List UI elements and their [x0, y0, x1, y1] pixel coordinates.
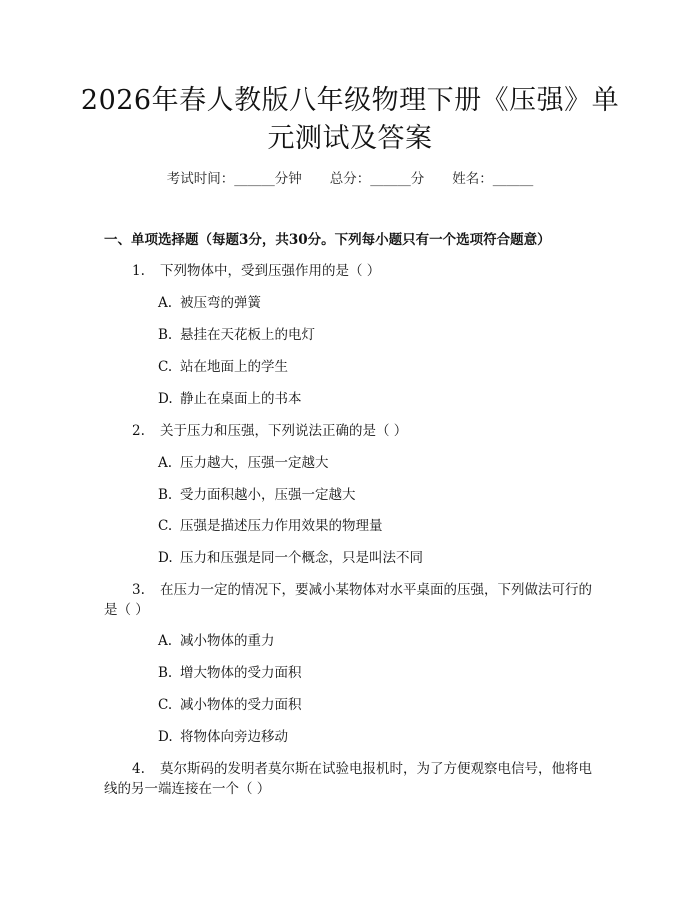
question-3 [132, 580, 592, 600]
question-4 [132, 759, 592, 779]
total-score-field: 总分：______分 [329, 171, 425, 187]
question-2-option-d [158, 548, 423, 568]
question-3-option-c [158, 695, 302, 715]
option-letter: B. [158, 487, 173, 503]
question-1-option-a [158, 293, 261, 313]
section-heading-single-choice: 一、单项选择题（每题3分，共30分。下列每小题只有一个选项符合题意） [104, 232, 551, 248]
question-1-option-c [158, 357, 288, 377]
option-text: 压力越大，压强一定越大 [180, 455, 329, 471]
question-2 [132, 421, 407, 441]
option-letter: D. [158, 550, 173, 566]
exam-info-line [0, 169, 700, 189]
question-2-option-b [158, 485, 356, 505]
option-letter: B. [158, 665, 173, 681]
option-letter: C. [158, 359, 173, 375]
question-3-option-a [158, 631, 275, 651]
question-2-option-a [158, 453, 329, 473]
option-letter: C. [158, 697, 173, 713]
option-text: 增大物体的受力面积 [180, 665, 302, 681]
option-text: 站在地面上的学生 [180, 359, 288, 375]
question-number: 2. [132, 423, 145, 439]
question-2-option-c [158, 516, 383, 536]
question-stem: 关于压力和压强，下列说法正确的是（ ） [160, 423, 408, 439]
option-letter: A. [158, 455, 173, 471]
option-text: 受力面积越小，压强一定越大 [180, 487, 356, 503]
question-stem-line-1: 在压力一定的情况下，要减小某物体对水平桌面的压强，下列做法可行的 [160, 582, 592, 598]
student-name-field: 姓名：______ [452, 171, 534, 187]
option-text: 静止在桌面上的书本 [180, 391, 302, 407]
question-stem: 下列物体中，受到压强作用的是（ ） [160, 263, 381, 279]
option-letter: A. [158, 295, 173, 311]
option-letter: B. [158, 327, 173, 343]
question-number: 3. [132, 582, 145, 598]
option-text: 压力和压强是同一个概念，只是叫法不同 [180, 550, 423, 566]
question-number: 1. [132, 263, 145, 279]
question-4-continuation: 线的另一端连接在一个（ ） [104, 781, 271, 797]
question-3-continuation: 是（ ） [104, 602, 149, 618]
question-3-option-d [158, 727, 288, 747]
option-letter: C. [158, 518, 173, 534]
option-text: 被压弯的弹簧 [180, 295, 261, 311]
question-1-option-d [158, 389, 302, 409]
question-1-option-b [158, 325, 315, 345]
question-stem-line-1: 莫尔斯码的发明者莫尔斯在试验电报机时，为了方便观察电信号，他将电 [160, 761, 592, 777]
option-text: 压强是描述压力作用效果的物理量 [180, 518, 383, 534]
document-title-line-2: 元测试及答案 [267, 123, 433, 154]
option-text: 悬挂在天花板上的电灯 [180, 327, 315, 343]
option-letter: D. [158, 729, 173, 745]
question-number: 4. [132, 761, 145, 777]
question-1 [132, 261, 380, 281]
option-letter: A. [158, 633, 173, 649]
question-3-option-b [158, 663, 302, 683]
exam-time-field: 考试时间：______分钟 [166, 171, 302, 187]
option-text: 将物体向旁边移动 [180, 729, 288, 745]
option-text: 减小物体的受力面积 [180, 697, 302, 713]
option-text: 减小物体的重力 [180, 633, 275, 649]
document-title-line-1: 2026年春人教版八年级物理下册《压强》单 [80, 85, 620, 116]
option-letter: D. [158, 391, 173, 407]
